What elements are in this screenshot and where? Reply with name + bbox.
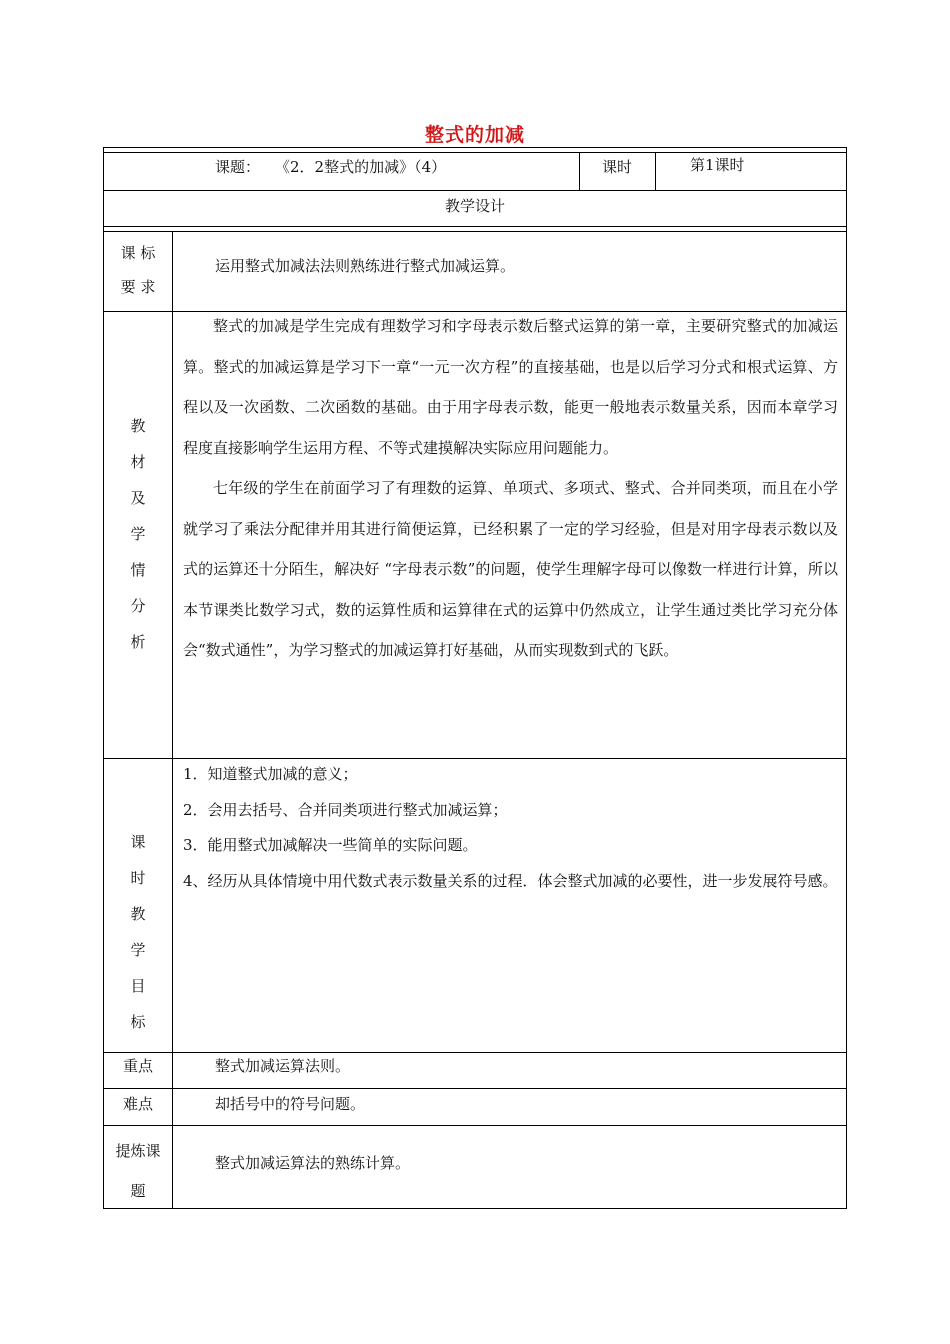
row-divider (104, 1088, 846, 1089)
row-divider (104, 1052, 846, 1053)
key-point-content: 整式加减运算法则。 (215, 1057, 351, 1075)
analysis-content (183, 306, 838, 671)
objective-item: 2．会用去括号、合并同类项进行整式加减运算； (183, 800, 508, 819)
period-label: 课时 (601, 158, 632, 176)
difficulty-content: 却括号中的符号问题。 (215, 1095, 366, 1113)
document-title: 整式的加减 (424, 124, 525, 146)
row-divider (104, 152, 846, 153)
analysis-label: 教 材 及 学 情 分 析 (130, 417, 146, 651)
section-title: 教学设计 (444, 197, 505, 215)
curriculum-label: 课 标 要 求 (120, 244, 156, 296)
key-point-label: 重点 (122, 1057, 153, 1075)
row-divider (104, 231, 846, 232)
row-divider (104, 190, 846, 191)
analysis-paragraph: 七年级的学生在前面学习了有理数的运算、单项式、多项式、整式、合并同类项，而且在小学就学习了乘法分配律并用其进行简便运算，已经积累了一定的学习经验，但是对用字母表示数以及式的运算还十分陌生，解决好 “字母表示数”的问题，使学生理解字母可以像数一样进行计算，所以本节课类比数学习式，数的运算性质和运算律在式的运算中仍然成立，让学生通过类比学习充分体会“数式通性”，为学习整式的加减运算打好基础，从而实现数到式的飞跃。 (183, 479, 838, 659)
topic-label: 课题： (215, 158, 261, 176)
topic-value: 《2．2整式的加减》（4） (275, 158, 447, 176)
row-divider (104, 1125, 846, 1126)
refined-topic-label: 提炼课 题 (115, 1142, 161, 1200)
curriculum-content: 运用整式加减法法则熟练进行整式加减运算。 (215, 257, 516, 275)
row-divider (104, 226, 846, 227)
objectives-list (183, 757, 839, 899)
objective-item: 3．能用整式加减解决一些简单的实际问题。 (183, 836, 478, 854)
refined-topic-content: 整式加减运算法的熟练计算。 (215, 1154, 411, 1172)
objectives-label: 课 时 教 学 目 标 (130, 833, 146, 1031)
col-divider (655, 152, 656, 190)
analysis-paragraph: 整式的加减是学生完成有理数学习和字母表示数后整式运算的第一章，主要研究整式的加减运算。整式的加减运算是学习下一章“一元一次方程”的直接基础，也是以后学习分式和根式运算、方程以及一次函数、二次函数的基础。由于用字母表示数，能更一般地表示数量关系，因而本章学习程度直接影响学生运用方程、不等式建摸解决实际应用问题能力。 (183, 317, 838, 457)
objective-item: 1．知道整式加减的意义； (183, 765, 358, 783)
col-divider (172, 231, 173, 1208)
period-value: 第1课时 (690, 156, 745, 174)
objective-item: 4、经历从具体情境中用代数式表示数量关系的过程．体会整式加减的必要性，进一步发展符号感。 (183, 871, 838, 890)
difficulty-label: 难点 (122, 1095, 153, 1113)
